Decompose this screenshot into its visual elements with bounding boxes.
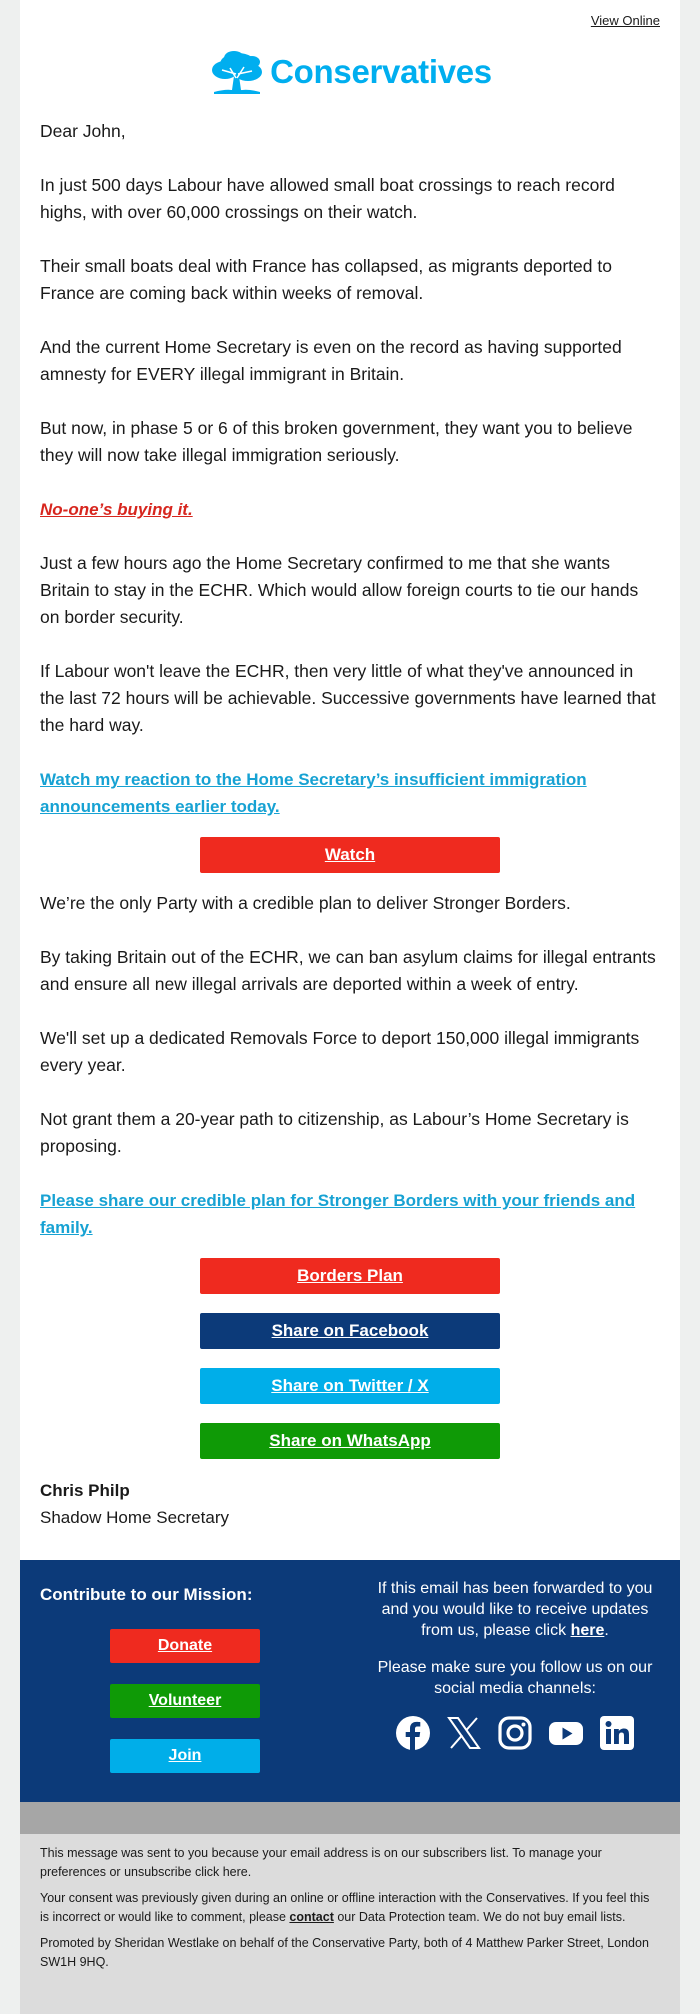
letter-body [20,104,680,1531]
donate-button[interactable]: Donate [110,1629,260,1663]
legal-section [20,1834,680,2014]
borders-plan-button[interactable]: Borders Plan [200,1258,500,1294]
conservatives-logo[interactable] [20,40,680,104]
paragraph-1: In just 500 days Labour have allowed small boat crossings to reach record highs, with over 60,000 crossings on their watch. [40,175,615,222]
grey-divider [20,1802,680,1834]
contribute-heading: Contribute to our Mission: [40,1585,253,1604]
facebook-icon[interactable] [395,1715,431,1751]
linkedin-icon[interactable] [599,1715,635,1751]
share-twitter-button[interactable]: Share on Twitter / X [200,1368,500,1404]
share-facebook-button[interactable]: Share on Facebook [200,1313,500,1349]
signature-name: Chris Philp [40,1481,130,1500]
share-whatsapp-button[interactable]: Share on WhatsApp [200,1423,500,1459]
legal-consent-a: Your consent was previously given during an online or offline interaction with the Conservatives. If you feel this is incorrect or would like to comment, please [40,1891,650,1924]
brand-name: Conservatives [270,53,492,90]
contribute-column [20,1560,350,1802]
view-online-link[interactable]: View Online [590,13,660,28]
spacer [40,1459,660,1477]
tree-logo-icon [208,48,266,96]
email-wrapper [20,0,680,2013]
instagram-icon[interactable] [497,1715,533,1751]
paragraph-10: We'll set up a dedicated Removals Force to deport 150,000 illegal immigrants every year. [40,1028,640,1075]
follow-text: Please make sure you follow us on our social media channels: [377,1659,653,1697]
forward-text [370,1578,660,1641]
youtube-icon[interactable] [548,1715,584,1751]
watch-reaction-link[interactable]: Watch my reaction to the Home Secretary’s insufficient immigration announcements earlier today. [40,770,587,816]
spacer [40,1404,660,1423]
social-column [350,1560,680,1802]
forward-text-end: . [604,1622,609,1639]
paragraph-2: Their small boats deal with France has collapsed, as migrants deported to France are coming back within weeks of removal. [40,256,612,303]
contact-link[interactable]: contact [289,1910,334,1924]
top-bar [20,0,680,40]
forward-here-link[interactable]: here [570,1622,605,1639]
x-icon[interactable] [446,1715,482,1751]
paragraph-4: But now, in phase 5 or 6 of this broken government, they want you to believe they will now take illegal immigration seriously. [40,418,633,465]
paragraph-3: And the current Home Secretary is even on the record as having supported amnesty for EVERY illegal immigrant in Britain. [40,337,622,384]
legal-consent-b: our Data Protection team. We do not buy email lists. [333,1910,626,1924]
spacer [40,873,660,890]
greeting: Dear John, [40,121,126,141]
paragraph-8: We’re the only Party with a credible plan to deliver Stronger Borders. [40,893,571,913]
forward-text-body: If this email has been forwarded to you and you would like to receive updates from us, please click [377,1580,653,1639]
join-button[interactable]: Join [110,1739,260,1773]
share-plan-link[interactable]: Please share our credible plan for Stronger Borders with your friends and family. [40,1191,636,1237]
social-icons [370,1715,660,1751]
paragraph-11: Not grant them a 20-year path to citizenship, as Labour’s Home Secretary is proposing. [40,1109,629,1156]
signature-title: Shadow Home Secretary [40,1508,229,1527]
footer [20,1560,680,1802]
paragraph-6: Just a few hours ago the Home Secretary confirmed to me that she wants Britain to stay in the ECHR. Which would allow foreign courts to tie our hands on border security. [40,553,639,627]
watch-button[interactable]: Watch [200,837,500,873]
legal-consent [40,1889,660,1927]
legal-subscribers: This message was sent to you because your email address is on our subscribers list. To manage your preferences or unsubscribe click here. [40,1846,602,1879]
spacer [40,1349,660,1368]
legal-promoted: Promoted by Sheridan Westlake on behalf of the Conservative Party, both of 4 Matthew Parker Street, London SW1H 9HQ. [40,1936,649,1969]
no-ones-buying-it: No-one’s buying it. [40,500,193,519]
email-card [20,0,680,1560]
paragraph-7: If Labour won't leave the ECHR, then very little of what they've announced in the last 72 hours will be achievable. Successive governments have learned that the hard way. [40,661,656,735]
volunteer-button[interactable]: Volunteer [110,1684,260,1718]
spacer [40,1294,660,1313]
paragraph-9: By taking Britain out of the ECHR, we can ban asylum claims for illegal entrants and ensure all new illegal arrivals are deported within a week of entry. [40,947,656,994]
